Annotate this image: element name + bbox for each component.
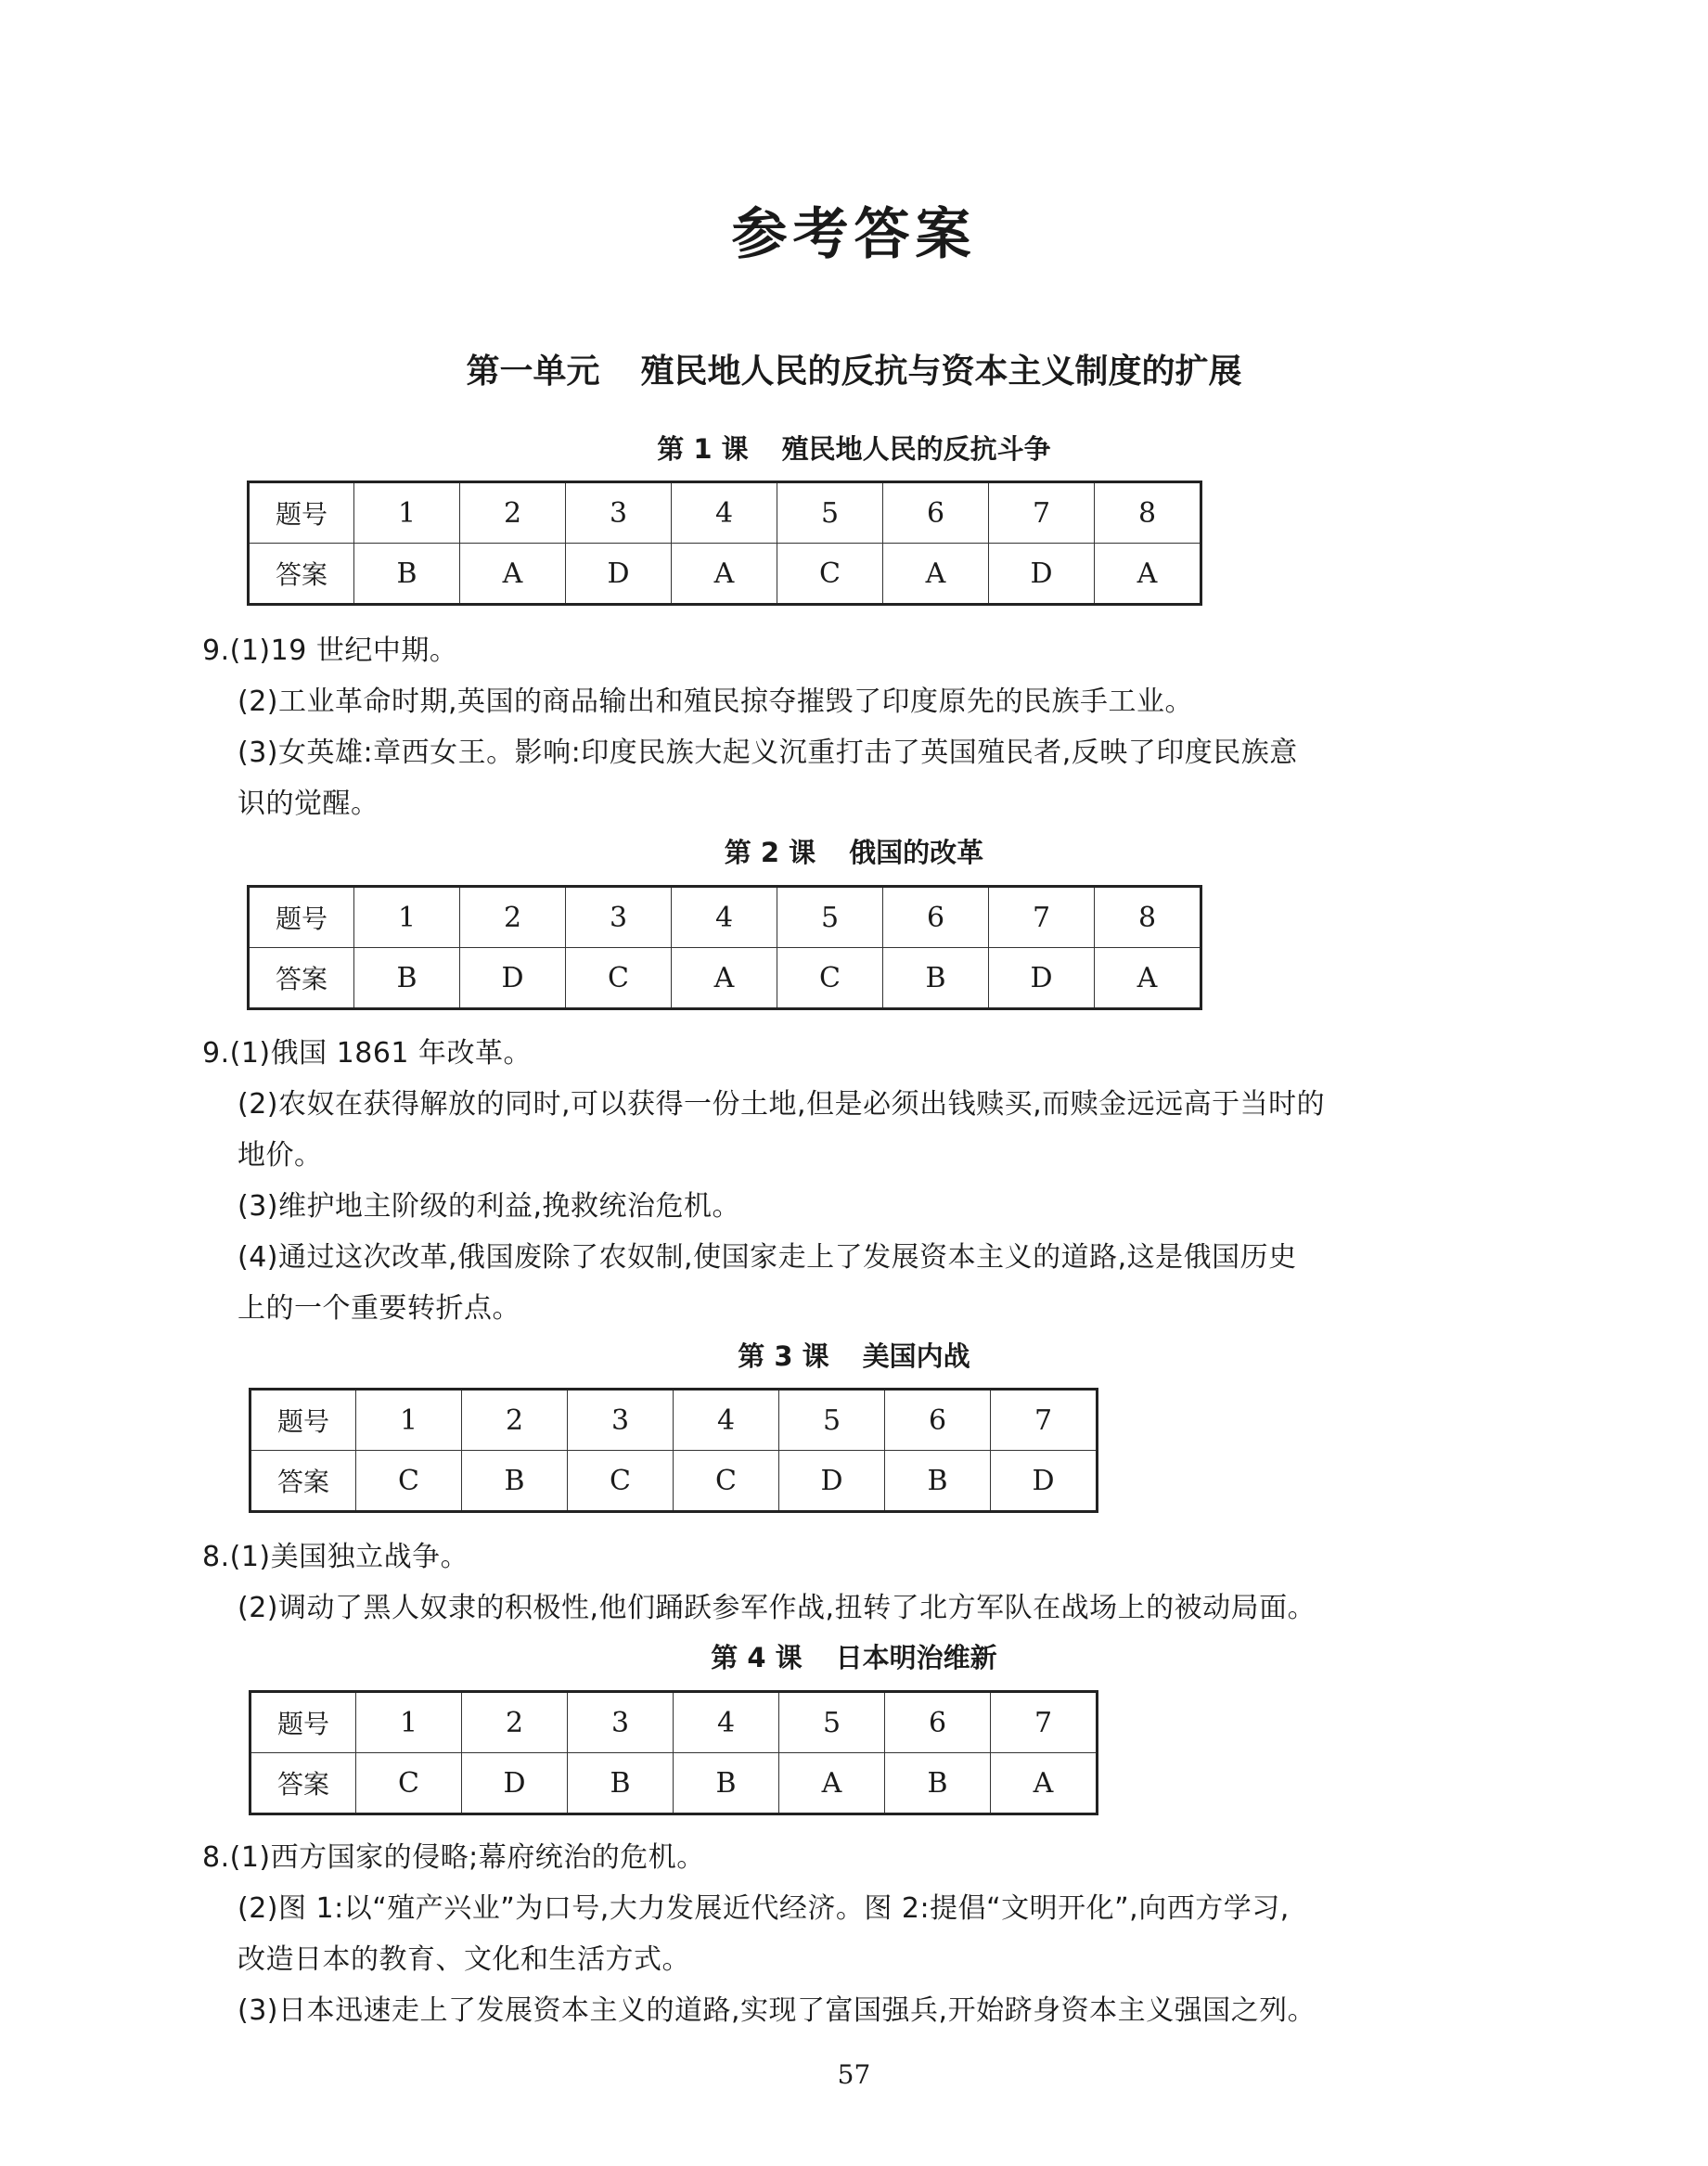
question-number: 1	[356, 1390, 462, 1451]
lesson-1-answer-table	[247, 481, 1202, 606]
lesson-3-title	[0, 1336, 1708, 1374]
question-number: 4	[672, 887, 777, 948]
answer-cell: B	[462, 1451, 568, 1512]
lesson-2-title	[0, 832, 1708, 870]
answer-cell: A	[779, 1753, 885, 1814]
table-row-numbers	[250, 1692, 1098, 1753]
lesson-name: 日本明治维新	[835, 1642, 997, 1673]
table-row-answers	[249, 948, 1201, 1009]
answer-line: (2)调动了黑人奴隶的积极性,他们踊跃参军作战,扭转了北方军队在战场上的被动局面。	[238, 1592, 1316, 1624]
answer-line: (2)图 1:以“殖产兴业”为口号,大力发展近代经济。图 2:提倡“文明开化”,向西方学习,	[238, 1892, 1290, 1925]
unit-label: 第一单元	[466, 352, 600, 391]
answer-line: (3)女英雄:章西女王。影响:印度民族大起义沉重打击了英国殖民者,反映了印度民族意	[238, 737, 1298, 769]
page-title: 参考答案	[731, 202, 977, 267]
header-answer: 答案	[250, 1753, 356, 1814]
question-number: 5	[779, 1390, 885, 1451]
table-row-numbers	[250, 1390, 1098, 1451]
answer-cell: A	[883, 544, 989, 605]
table-row-numbers	[249, 887, 1201, 948]
lesson-4-title	[0, 1637, 1708, 1675]
answer-cell: A	[1095, 544, 1201, 605]
question-number: 8	[1095, 887, 1201, 948]
answer-line: 9.(1)俄国 1861 年改革。	[202, 1037, 533, 1070]
answer-line: 8.(1)西方国家的侵略;幕府统治的危机。	[202, 1841, 705, 1874]
question-number: 1	[354, 887, 460, 948]
page-number: 57	[837, 2059, 871, 2090]
lesson-label: 第 4 课	[711, 1642, 803, 1673]
answer-cell: C	[568, 1451, 674, 1512]
question-number: 5	[779, 1692, 885, 1753]
answer-cell: A	[672, 948, 777, 1009]
answer-line: (4)通过这次改革,俄国废除了农奴制,使国家走上了发展资本主义的道路,这是俄国历史	[238, 1241, 1297, 1274]
question-number: 3	[568, 1692, 674, 1753]
lesson-name: 美国内战	[862, 1340, 970, 1372]
question-number: 6	[885, 1692, 991, 1753]
answer-cell: B	[674, 1753, 779, 1814]
lesson-label: 第 1 课	[657, 433, 749, 465]
lesson-name: 俄国的改革	[849, 837, 984, 868]
header-answer: 答案	[249, 544, 354, 605]
answer-cell: D	[566, 544, 672, 605]
table-row-answers	[250, 1451, 1098, 1512]
answer-cell: C	[777, 544, 883, 605]
question-number: 3	[568, 1390, 674, 1451]
header-question-number: 题号	[250, 1692, 356, 1753]
answer-cell: A	[1095, 948, 1201, 1009]
answer-cell: C	[566, 948, 672, 1009]
answer-cell: D	[991, 1451, 1098, 1512]
answer-cell: C	[356, 1753, 462, 1814]
question-number: 6	[885, 1390, 991, 1451]
answer-line: (3)日本迅速走上了发展资本主义的道路,实现了富国强兵,开始跻身资本主义强国之列。	[238, 1994, 1316, 2027]
question-number: 4	[672, 482, 777, 544]
answer-line: 地价。	[238, 1139, 323, 1172]
unit-title	[0, 345, 1708, 392]
answer-line: 上的一个重要转折点。	[238, 1292, 520, 1325]
question-number: 6	[883, 887, 989, 948]
question-number: 7	[991, 1692, 1098, 1753]
answer-cell: B	[354, 948, 460, 1009]
answer-cell: A	[672, 544, 777, 605]
answer-cell: B	[885, 1753, 991, 1814]
question-number: 6	[883, 482, 989, 544]
answer-line: (3)维护地主阶级的利益,挽救统治危机。	[238, 1190, 741, 1223]
question-number: 7	[989, 887, 1095, 948]
answer-cell: A	[991, 1753, 1098, 1814]
table-row-numbers	[249, 482, 1201, 544]
answer-line: 识的觉醒。	[238, 788, 379, 820]
question-number: 1	[356, 1692, 462, 1753]
lesson-3-answer-table	[249, 1388, 1098, 1513]
table-row-answers	[249, 544, 1201, 605]
answer-cell: B	[885, 1451, 991, 1512]
answer-line: 8.(1)美国独立战争。	[202, 1541, 469, 1573]
header-answer: 答案	[249, 948, 354, 1009]
lesson-label: 第 3 课	[738, 1340, 829, 1372]
answer-cell: D	[989, 544, 1095, 605]
answer-cell: B	[568, 1753, 674, 1814]
answer-cell: A	[460, 544, 566, 605]
answer-line: 9.(1)19 世纪中期。	[202, 634, 458, 667]
lesson-name: 殖民地人民的反抗斗争	[781, 433, 1051, 465]
answer-line: (2)工业革命时期,英国的商品输出和殖民掠夺摧毁了印度原先的民族手工业。	[238, 686, 1194, 718]
answer-cell: B	[354, 544, 460, 605]
answer-cell: D	[989, 948, 1095, 1009]
unit-name: 殖民地人民的反抗与资本主义制度的扩展	[640, 352, 1242, 391]
question-number: 2	[462, 1390, 568, 1451]
question-number: 5	[777, 887, 883, 948]
answer-cell: C	[356, 1451, 462, 1512]
question-number: 3	[566, 887, 672, 948]
header-question-number: 题号	[249, 482, 354, 544]
lesson-1-title	[0, 429, 1708, 467]
answer-cell: C	[777, 948, 883, 1009]
question-number: 5	[777, 482, 883, 544]
header-question-number: 题号	[250, 1390, 356, 1451]
table-row-answers	[250, 1753, 1098, 1814]
answer-cell: D	[779, 1451, 885, 1512]
answer-line: 改造日本的教育、文化和生活方式。	[238, 1943, 690, 1976]
question-number: 7	[991, 1390, 1098, 1451]
question-number: 4	[674, 1692, 779, 1753]
header-question-number: 题号	[249, 887, 354, 948]
lesson-4-answer-table	[249, 1690, 1098, 1815]
question-number: 7	[989, 482, 1095, 544]
answer-line: (2)农奴在获得解放的同时,可以获得一份土地,但是必须出钱赎买,而赎金远远高于当时的	[238, 1088, 1326, 1121]
answer-cell: D	[462, 1753, 568, 1814]
question-number: 2	[462, 1692, 568, 1753]
answer-cell: C	[674, 1451, 779, 1512]
question-number: 2	[460, 482, 566, 544]
lesson-2-answer-table	[247, 885, 1202, 1010]
question-number: 8	[1095, 482, 1201, 544]
question-number: 3	[566, 482, 672, 544]
question-number: 4	[674, 1390, 779, 1451]
header-answer: 答案	[250, 1451, 356, 1512]
question-number: 2	[460, 887, 566, 948]
question-number: 1	[354, 482, 460, 544]
lesson-label: 第 2 课	[724, 837, 816, 868]
answer-cell: D	[460, 948, 566, 1009]
answer-cell: B	[883, 948, 989, 1009]
